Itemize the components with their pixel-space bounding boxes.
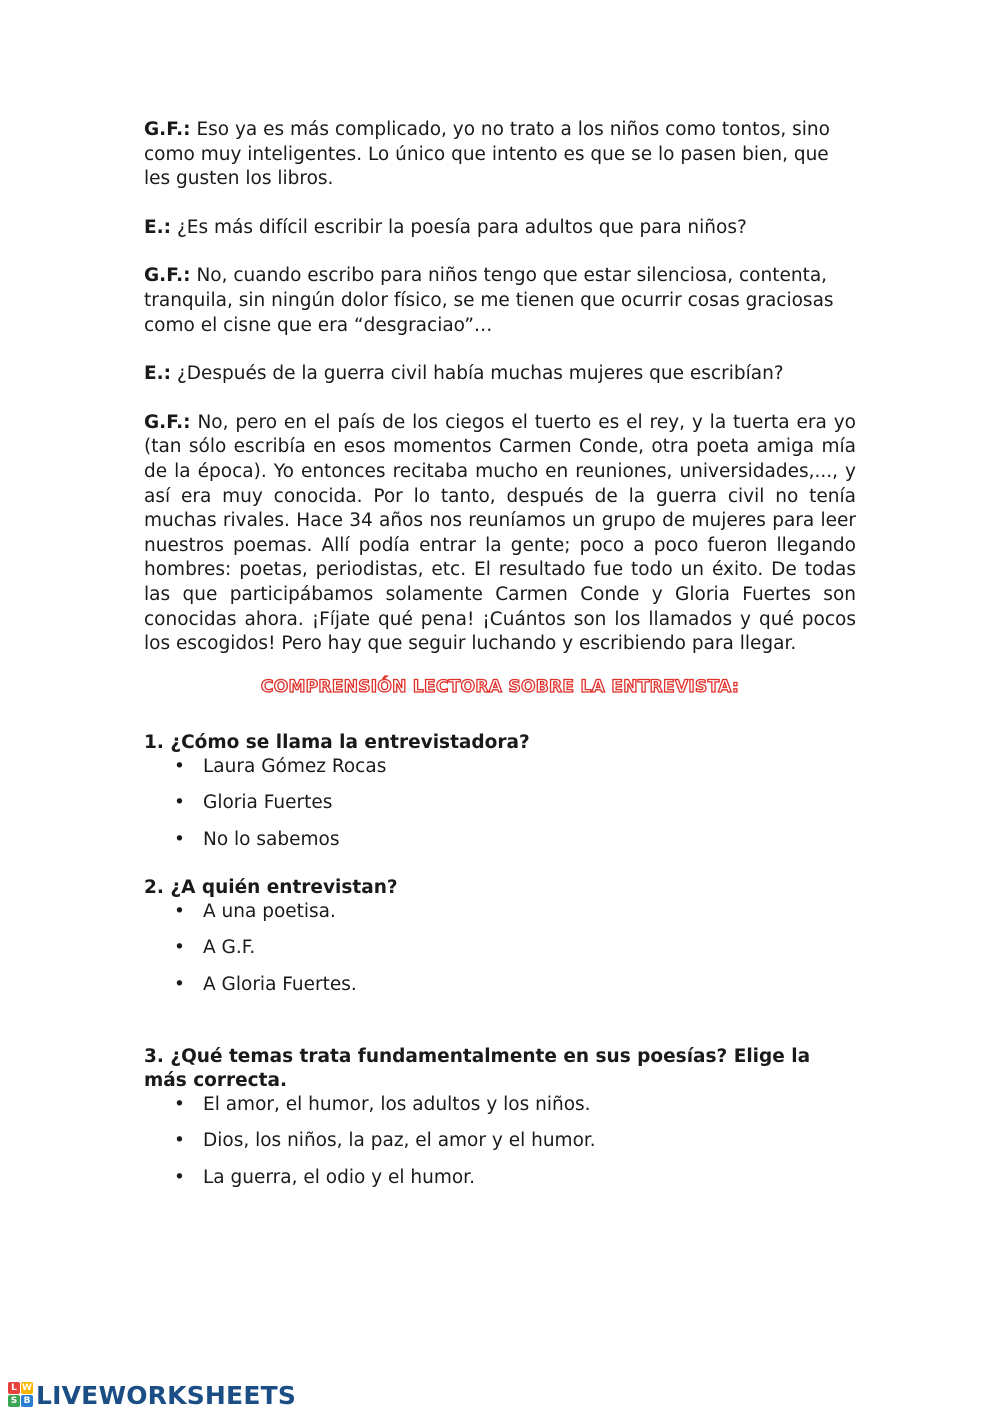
interview-paragraph xyxy=(144,362,856,387)
paragraph-text: No, cuando escribo para niños tengo que estar silenciosa, contenta, tranquila, sin ningún dolor físico, se me tienen que ocurrir cosas graciosas como el cisne que era “desgraciao”… xyxy=(144,265,834,336)
option-label: La guerra, el odio y el humor. xyxy=(203,1166,475,1188)
speaker-label: G.F.: xyxy=(144,265,191,287)
speaker-label: E.: xyxy=(144,363,172,385)
option-label: No lo sabemos xyxy=(203,828,340,850)
interview-paragraph xyxy=(144,118,856,192)
speaker-label: G.F.: xyxy=(144,411,191,433)
question-text: 3. ¿Qué temas trata fundamentalmente en sus poesías? Elige la más correcta. xyxy=(144,1045,811,1091)
options-list xyxy=(144,755,856,852)
question-text: 1. ¿Cómo se llama la entrevistadora? xyxy=(144,731,530,753)
options-list xyxy=(144,900,856,997)
paragraph-text: ¿Después de la guerra civil había muchas mujeres que escribían? xyxy=(171,363,784,385)
paragraph-text: No, pero en el país de los ciegos el tuerto es el rey, y la tuerta era yo (tan sólo escribía en esos momentos Carmen Conde, otra poeta amiga mía de la época). Yo entonces recitaba mucho en reuniones, universidades,..., y así era muy conocida. Por lo tanto, después de la guerra civil no tenía muchas rivales. Hace 34 años nos reuníamos un grupo de mujeres para leer nuestros poemas. Allí podía entrar la gente; poco a poco fueron llegando hombres: poetas, periodistas, etc. El resultado fue todo un éxito. De todas las que participábamos solamente Carmen Conde y Gloria Fuertes son conocidas ahora. ¡Fíjate qué pena! ¡Cuántos son los llamados y qué pocos los escogidos! Pero hay que seguir luchando y escribiendo para llegar. xyxy=(144,411,856,655)
option-label: A G.F. xyxy=(203,937,256,959)
question-text: 2. ¿A quién entrevistan? xyxy=(144,876,398,898)
question-block xyxy=(144,876,856,997)
bullet-icon: • xyxy=(174,973,185,995)
paragraph-text: ¿Es más difícil escribir la poesía para adultos que para niños? xyxy=(171,216,747,238)
speaker-label: E.: xyxy=(144,216,172,238)
bullet-icon: • xyxy=(174,1166,185,1188)
answer-option[interactable] xyxy=(174,1129,856,1153)
bullet-icon: • xyxy=(174,1130,185,1152)
answer-option[interactable] xyxy=(174,936,856,960)
interview-paragraph xyxy=(144,411,856,657)
liveworksheets-logo[interactable] xyxy=(8,1380,296,1410)
answer-option[interactable] xyxy=(174,791,856,815)
bullet-icon: • xyxy=(174,1093,185,1115)
option-label: A Gloria Fuertes. xyxy=(203,973,357,995)
speaker-label: G.F.: xyxy=(144,119,191,140)
answer-option[interactable] xyxy=(174,973,856,997)
bullet-icon: • xyxy=(174,900,185,922)
option-label: El amor, el humor, los adultos y los niños. xyxy=(203,1093,591,1115)
section-title: COMPRENSIÓN LECTORA SOBRE LA ENTREVISTA: xyxy=(260,676,740,697)
option-label: Gloria Fuertes xyxy=(203,792,333,814)
question-block xyxy=(144,1045,856,1190)
bullet-icon: • xyxy=(174,937,185,959)
question-block xyxy=(144,731,856,852)
bullet-icon: • xyxy=(174,828,185,850)
logo-mark-icon: L W S B xyxy=(8,1382,34,1408)
option-label: Laura Gómez Rocas xyxy=(203,755,387,777)
bullet-icon: • xyxy=(174,755,185,777)
answer-option[interactable] xyxy=(174,900,856,924)
answer-option[interactable] xyxy=(174,828,856,852)
option-label: Dios, los niños, la paz, el amor y el humor. xyxy=(203,1130,596,1152)
interview-paragraph xyxy=(144,264,856,338)
option-label: A una poetisa. xyxy=(203,900,336,922)
options-list xyxy=(144,1093,856,1190)
interview-paragraph xyxy=(144,216,856,241)
bullet-icon: • xyxy=(174,792,185,814)
answer-option[interactable] xyxy=(174,755,856,779)
answer-option[interactable] xyxy=(174,1093,856,1117)
answer-option[interactable] xyxy=(174,1166,856,1190)
worksheet-page xyxy=(144,118,856,1214)
paragraph-text: Eso ya es más complicado, yo no trato a los niños como tontos, sino como muy inteligentes. Lo único que intento es que se lo pasen bien, que les gusten los libros. xyxy=(144,119,830,190)
logo-text: LIVEWORKSHEETS xyxy=(36,1380,297,1410)
